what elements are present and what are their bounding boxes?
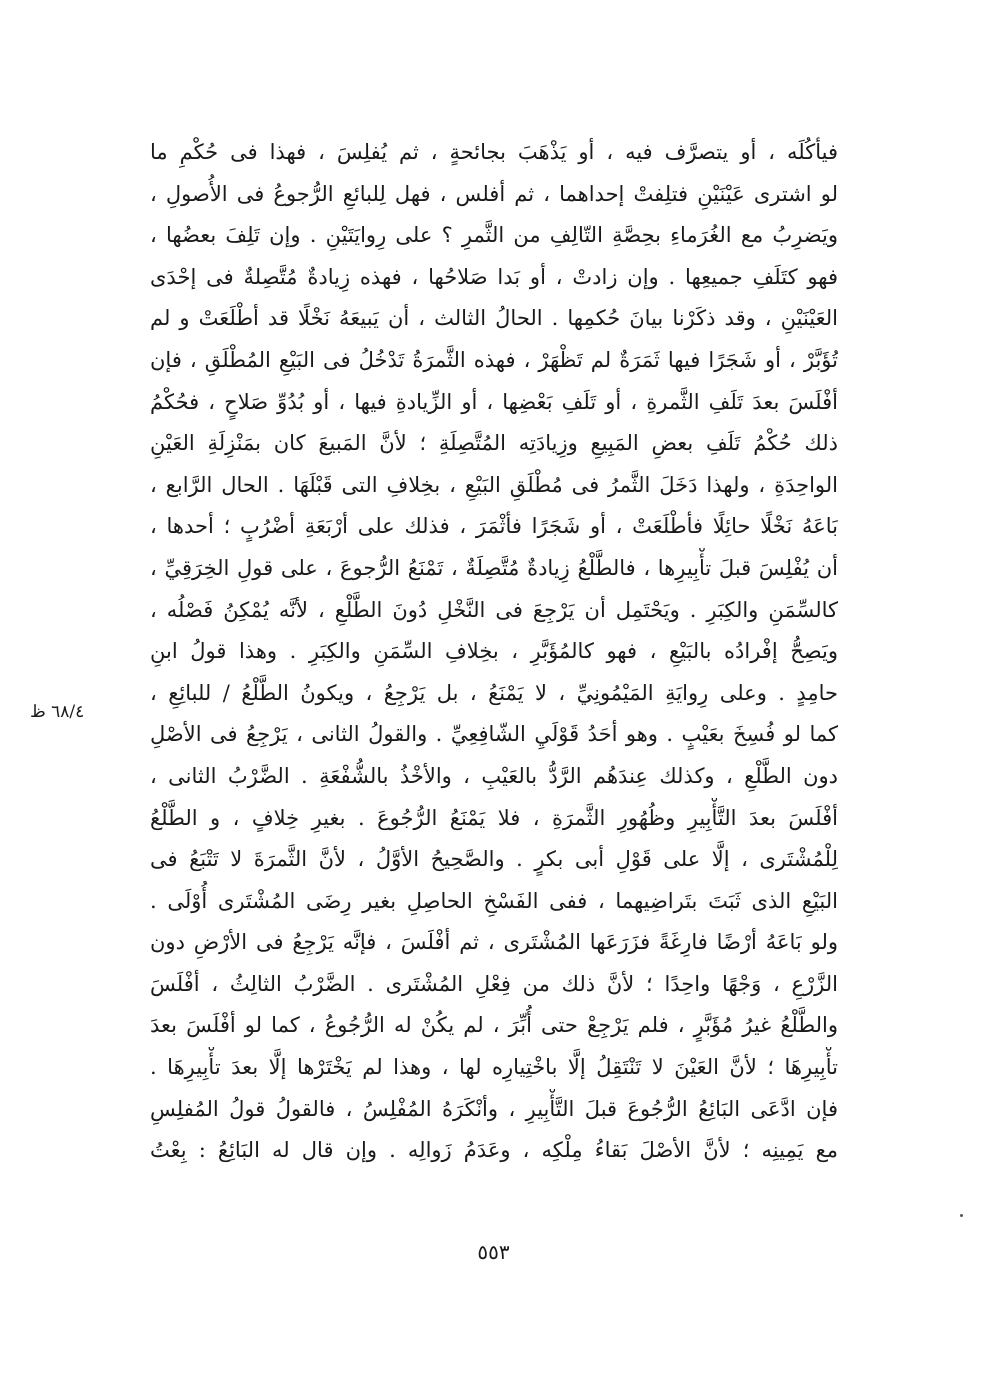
text-line: فهو كتَلَفِ جميعِها . وإن زادتْ ، أو بَدا صَلاحُها ، فهذه زِيادةٌ مُتَّصِلةٌ فى إحْدَى — [150, 264, 838, 289]
text-line: أفْلَسَ بعدَ تَلَفِ الثَّمرةِ ، أو تَلَفِ بَعْضِها ، أو الزِّيادةِ فيها ، أو بُدُوِّ صَلاحٍ ، فحُكْمُ — [150, 389, 838, 414]
text-line: فيأكُلَه ، أو يتصرَّف فيه ، أو يَذْهَبَ بجائحةٍ ، ثم يُفلِسَ ، فهذا فى حُكْمِ ما — [150, 140, 838, 164]
scan-speck — [960, 1214, 963, 1217]
text-line: أن يُفْلِسَ قبلَ تأْبِيرِها ، فالطَّلْعُ زِيادةٌ مُتَّصِلَةٌ ، تَمْنَعُ الرُّجوعَ ، على قولِ الخِرَقِيِّ ، — [150, 555, 838, 580]
page-number: ٥٥٣ — [477, 1240, 510, 1264]
text-line: مع يَمِينِه ؛ لأنَّ الأصْلَ بَقاءُ مِلْكِه ، وعَدَمُ زَوالِه . وإن قال له البَائِعُ : بِعْتُ — [150, 1138, 838, 1163]
text-line: ذلك حُكْمُ تَلَفِ بعضِ المَبِيعِ وزِيادَتِه المُتَّصِلَةِ ؛ لأنَّ المَبيعَ كان بمَنْزِلَةِ العَيْنِ — [150, 431, 838, 456]
text-line: فإن ادَّعَى البَائِعُ الرُّجُوعَ قبلَ التَّأْبِيرِ ، وأنْكَرَهُ المُفْلِسُ ، فالقولُ قولُ المُفلِسِ — [150, 1096, 838, 1121]
text-line: بَاعَهُ نَخْلًا حائِلًا فأطْلَعَتْ ، أو شَجَرًا فأثْمَرَ ، فذلك على أرْبَعَةِ أضْرُبٍ ؛ أحدها ، — [150, 514, 838, 539]
text-line: العَيْنَيْنِ ، وقد ذكَرْنا بيانَ حُكمِها . الحالُ الثالث ، أن يَبيعَهُ نَخْلًا قد أطْلَعَتْ و لم — [150, 306, 838, 331]
margin-folio-note: ٦٨/٤ ظ — [30, 702, 85, 722]
text-line: ولو بَاعَهُ أرْضًا فارِغَةً فزَرَعَها المُشْتَرى ، ثم أفْلَسَ ، فإنَّه يَرْجِعُ فى الأرْضِ دون — [150, 930, 838, 955]
text-line: تُؤَبَّرْ ، أو شَجَرًا فيها ثَمَرَةٌ لم تَظْهَرْ ، فهذه الثَّمرَةُ تَدْخُلُ فى البَيْعِ المُطْلَقِ ، فإن — [150, 347, 838, 372]
text-line: حامِدٍ . وعلى رِوايَةِ المَيْمُونِيِّ ، لا يَمْنَعُ ، بل يَرْجِعُ ، ويكونُ الطَّلْعُ / للبائِعِ ، — [150, 680, 838, 705]
text-line: كما لو فُسِخَ بعَيْبٍ . وهو أحَدُ قَوْلَيِ الشّافِعِيِّ . والقولُ الثانى ، يَرْجِعُ فى الأصْلِ — [150, 722, 838, 747]
text-line: الزَّرْعِ ، وَجْهًا واحِدًا ؛ لأنَّ ذلك من فِعْلِ المُشْتَرى . الضَّرْبُ الثالِثُ ، أفْلَسَ — [150, 971, 838, 996]
text-line: لِلْمُشْتَرى ، إلَّا على قَوْلِ أبى بكرٍ . والصَّحِيحُ الأوَّلُ ، لأنَّ الثَّمرَةَ لا تَتْبَعُ فى — [150, 847, 838, 872]
text-line: لو اشترى عَيْنَيْنِ فتلِفتْ إحداهما ، ثم أفلس ، فهل لِلبائعِ الرُّجوعُ فى الأُصولِ ، — [150, 181, 838, 206]
text-line: كالسِّمَنِ والكِبَرِ . ويَحْتَمِل أن يَرْجِعَ فى النَّخْلِ دُونَ الطَّلْعِ ، لأنَّه يُمْكِنُ فَصْلُه ، — [150, 597, 838, 622]
text-line: أفْلَسَ بعدَ التَّأْبِيرِ وظُهُورِ الثَّمرَةِ ، فلا يَمْنَعُ الرُّجُوعَ . بغيرِ خِلافٍ ، و الطَّلْعُ — [150, 805, 838, 830]
text-line: دون الطَّلْعِ ، وكذلك عِندَهُم الرَّدُّ بالعَيْبِ ، والأخْذُ بالشُّفْعَةِ . الضَّرْبُ الثانى ، — [150, 763, 838, 788]
text-line: ويَصِحُّ إفْرادُه بالبَيْعِ ، فهو كالمُؤَبَّرِ ، بخِلافِ السِّمَنِ والكِبَرِ . وهذا قولُ ابنِ — [150, 639, 838, 664]
text-line: الواحِدَةِ ، ولهذا دَخَلَ الثَّمرُ فى مُطْلَقِ البَيْعِ ، بخِلافِ التى قَبْلَهَا . الحال الرَّابع ، — [150, 472, 838, 497]
main-text — [150, 132, 838, 1172]
text-line: البَيْعِ الذى ثَبَتَ بتَراضِيهما ، ففى الفَسْخِ الحاصِلِ بغير رِضَى المُشْتَرى أُوْلَى . — [150, 888, 838, 913]
text-line: تأْبِيرِهَا ؛ لأنَّ العَيْنَ لا تَنْتَقِلُ إلَّا باخْتِيارِه لها ، وهذا لم يَخْتَرْها إلَّا بعدَ تأْبِيرِهَا . — [150, 1055, 838, 1080]
text-line: ويَضرِبُ مع الغُرَماءِ بحِصَّةِ التّالِفِ من الثَّمرِ ؟ على رِوايَتَيْنِ . وإن تَلِفَ بعضُها ، — [150, 223, 838, 248]
text-line: والطَّلْعُ غيرُ مُؤَبَّرٍ ، فلم يَرْجِعْ حتى أُبِّرَ ، لم يكُنْ له الرُّجُوعُ ، كما لو أفْلَسَ بعدَ — [150, 1013, 838, 1038]
